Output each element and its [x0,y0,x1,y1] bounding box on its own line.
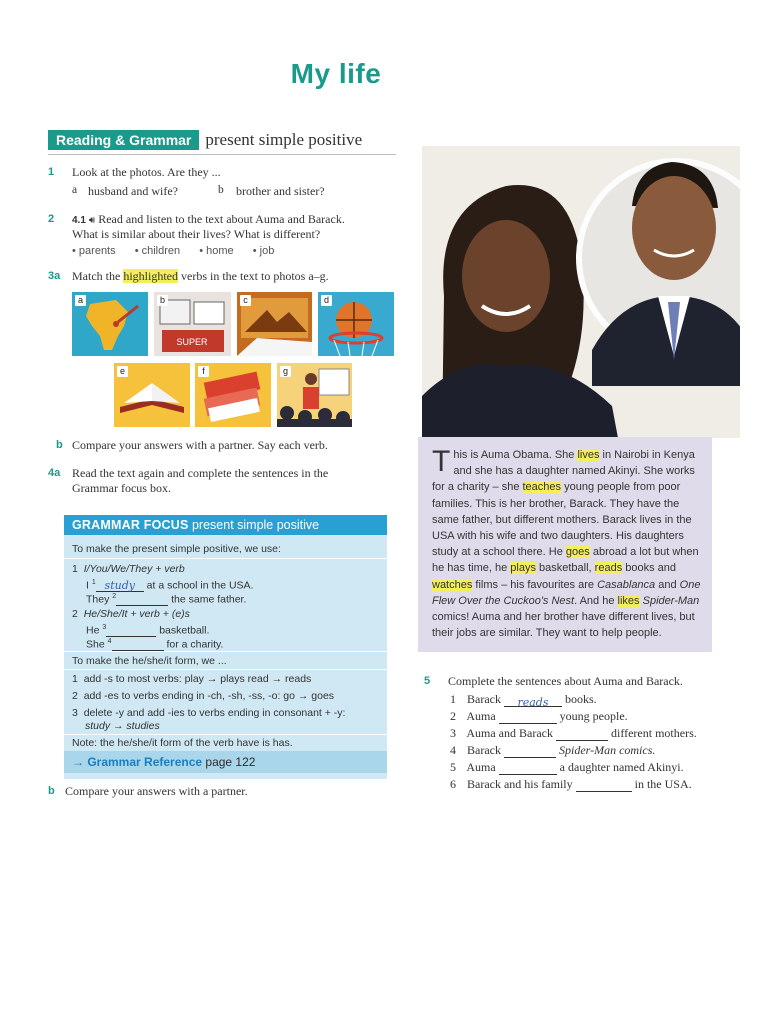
gf-s2-num: 2 [112,593,117,600]
highlight-verb: likes [617,594,640,607]
reading-seg: . And he [574,594,618,607]
gf-sentence4 [86,636,223,651]
audio-icon[interactable]: 🔊︎ [88,215,96,226]
q3a-number: 3a [48,270,61,282]
q5-item [450,777,692,792]
gf-spelling-rule1 [72,673,311,685]
reading-seg: comics! Auma and her brother have different lives, but their jobs are similar. They want to help people. [432,611,695,640]
photo-c-film[interactable] [237,292,312,356]
q5-item [450,726,697,741]
q5-item-post: in the USA. [634,777,692,791]
q3a-text [72,269,329,284]
photo-d-basketball[interactable] [318,292,394,356]
gf-s1-post: at a school in the USA. [146,579,254,592]
q2-bullet-list: • parents • children • home • job [72,245,275,257]
grammar-reference-bar [64,751,387,773]
q5-item [450,760,684,775]
gf-s2-blank[interactable] [116,594,168,606]
gf-sentence2 [86,591,246,606]
section-badge: Reading & Grammar [48,130,199,150]
q5-item-pre: Barack [467,692,501,706]
gf-rule-number: 1 [72,673,78,685]
gf-s1-answer: study [104,578,135,592]
reading-seg: young people from poor families. This is her brother, Barack. They have the same father, but different mothers. Barack lives in the USA with his wife and two daughters. His daughters study at a school there. He [432,481,692,559]
bullet-item: home [206,245,234,257]
q5-item-post: different mothers. [610,726,697,740]
gf-divider [64,651,387,652]
gf-s4-num: 4 [107,638,112,645]
photo-auma-barack [422,146,740,438]
page-title: My life [290,58,382,89]
gf-divider [64,558,387,559]
q5-item-number: 5 [450,760,456,774]
q3a-post: verbs in the text to photos a–g. [181,269,329,283]
q5-item-number: 6 [450,777,456,791]
grammar-focus-box [64,515,387,779]
reading-seg: books and [622,562,677,575]
gf-s3-num: 3 [102,624,107,631]
photo-label: d [321,295,332,306]
gf-rule-number: 2 [72,608,78,620]
gf-sentence1 [86,577,253,592]
q1-text: Look at the photos. Are they ... [72,165,221,179]
photo-label: e [117,366,128,377]
photo-a-map[interactable] [72,292,148,356]
q5-item-number: 2 [450,709,456,723]
grammar-focus-header [64,515,387,535]
q1-option-b-letter: b [218,184,224,196]
q5-item-answer: reads [517,696,549,709]
q3b-text: Compare your answers with a partner. Say each verb. [72,438,328,452]
gf-rule-number: 3 [72,707,78,719]
q2-number: 2 [48,213,55,225]
gf-intro: To make the present simple positive, we use: [72,543,281,555]
grammar-reference-link[interactable]: → Grammar Reference [72,755,203,769]
q5-item-blank[interactable] [556,729,608,741]
reading-seg: basketball, [535,562,595,575]
film-title: Casablanca [597,578,656,591]
q2-line2: What is similar about their lives? What is different? [72,227,321,241]
q2-line1 [72,212,345,228]
reading-seg: abroad a lot but when he has time, he [432,546,699,575]
q4a-line2: Grammar focus box. [72,481,171,495]
photo-label: a [75,295,86,306]
q5-number: 5 [424,675,431,687]
section-divider [48,154,396,155]
gf-rule1 [72,563,185,575]
photo-label: b [157,295,168,306]
gf-divider [64,669,387,670]
q5-item [450,709,628,724]
photo-label: g [280,366,291,377]
q5-item-blank[interactable] [576,780,632,792]
reading-seg: in Nairobi in Kenya and she has a daughter named Akinyi. She works for a charity – she [432,449,695,494]
q1-option-a-letter: a [72,184,78,196]
q5-item-post: books. [564,692,597,706]
highlight-verb: teaches [522,481,562,494]
q4a-number: 4a [48,467,61,479]
photo-b-comics[interactable] [154,292,231,356]
photo-g-teacher[interactable] [277,363,352,427]
gf-rule-text: add -es to verbs ending in -ch, -sh, -ss, -o: go → goes [83,690,335,702]
q5-item-number: 1 [450,692,456,706]
gf-divider [64,734,387,735]
grammar-reference-page: page 122 [205,755,256,769]
gf-rule-text: add -s to most verbs: play → plays read → reads [83,673,312,685]
grammar-focus-title: GRAMMAR FOCUS [72,518,189,532]
comic-title: Spider-Man [642,594,700,607]
q5-item-blank[interactable] [499,763,557,775]
bullet-item: job [259,245,275,257]
gf-s3-pre: He [86,624,100,637]
gf-note: Note: the he/she/it form of the verb have is has. [72,737,293,749]
photo-e-book[interactable] [114,363,190,427]
q5-item-post: a daughter named Akinyi. [559,760,684,774]
gf-intro2: To make the he/she/it form, we ... [72,655,227,667]
q5-text: Complete the sentences about Auma and Barack. [448,674,683,688]
gf-spelling-rule3-example: study → studies [85,720,160,732]
gf-rule-text: He/She/It + verb + (e)s [83,608,190,620]
q1-option-b: brother and sister? [236,184,325,198]
q1-option-a: husband and wife? [88,184,178,198]
bullet-item: children [141,245,181,257]
highlight-verb: plays [510,562,536,575]
reading-seg: and [655,578,680,591]
highlight-verb: goes [565,546,590,559]
reading-seg: his is Auma Obama. She [453,449,578,461]
gf-s2-pre: They [86,593,110,606]
film-title: One Flew Over the Cuckoo's Nest [432,578,701,607]
q5-item-post: Spider-Man comics. [558,743,656,757]
q5-item [450,692,597,707]
grammar-focus-subtitle: present simple positive [191,518,320,532]
q3a-highlight: highlighted [123,269,178,283]
gf-s4-pre: She [86,638,105,651]
q5-item-number: 4 [450,743,456,757]
q5-item-post: young people. [559,709,628,723]
q2-line1-text: Read and listen to the text about Auma and Barack. [98,212,345,226]
gf-s1-pre: I [86,579,89,592]
gf-sentence3 [86,622,209,637]
q5-item-pre: Barack and his family [467,777,573,791]
q5-item-pre: Auma and Barack [466,726,553,740]
q4b-number: b [48,785,55,797]
gf-s1-blank[interactable] [96,580,144,592]
gf-s3-blank[interactable] [106,625,156,637]
gf-s4-blank[interactable] [112,639,164,651]
highlight-verb: reads [594,562,623,575]
q5-item [450,743,655,758]
q4b-text: Compare your answers with a partner. [65,784,248,798]
gf-s1-num: 1 [91,579,96,586]
section-subtitle: present simple positive [205,130,363,149]
reading-paragraph [432,447,704,641]
bullet-item: parents [78,245,116,257]
gf-spelling-rule2 [72,690,334,702]
gf-rule-number: 1 [72,563,78,575]
q4a-line1: Read the text again and complete the sentences in the [72,466,329,480]
gf-rule-text: delete -y and add -ies to verbs ending in consonant + -y: [83,707,346,719]
portrait-photo [422,146,740,438]
audio-track: 4.1 [72,215,86,226]
gf-s2-post: the same father. [171,593,247,606]
photo-f-tickets[interactable] [195,363,271,427]
q3b-number: b [56,439,63,451]
q5-item-blank[interactable] [504,695,562,707]
photo-label: f [198,366,209,377]
q3a-pre: Match the [72,269,121,283]
reading-seg: films – his favourites are [472,578,598,591]
q5-item-blank[interactable] [504,746,556,758]
gf-rule-number: 2 [72,690,78,702]
q5-item-pre: Auma [466,709,496,723]
highlight-verb: watches [432,578,473,591]
photo-label: c [240,295,251,306]
q5-item-pre: Auma [466,760,496,774]
q5-item-blank[interactable] [499,712,557,724]
gf-s4-post: for a charity. [166,638,224,651]
gf-rule-text: I/You/We/They + verb [83,563,185,575]
gf-rule2 [72,608,190,620]
section-header [48,130,362,150]
reading-text-box [418,437,712,652]
dropcap: T [432,445,451,478]
gf-spelling-rule3 [72,707,345,719]
q5-item-pre: Barack [467,743,501,757]
gf-s3-post: basketball. [159,624,210,637]
q1-number: 1 [48,166,55,178]
svg-text:SUPER: SUPER [176,337,208,347]
q5-item-number: 3 [450,726,456,740]
highlight-verb: lives [577,449,600,461]
